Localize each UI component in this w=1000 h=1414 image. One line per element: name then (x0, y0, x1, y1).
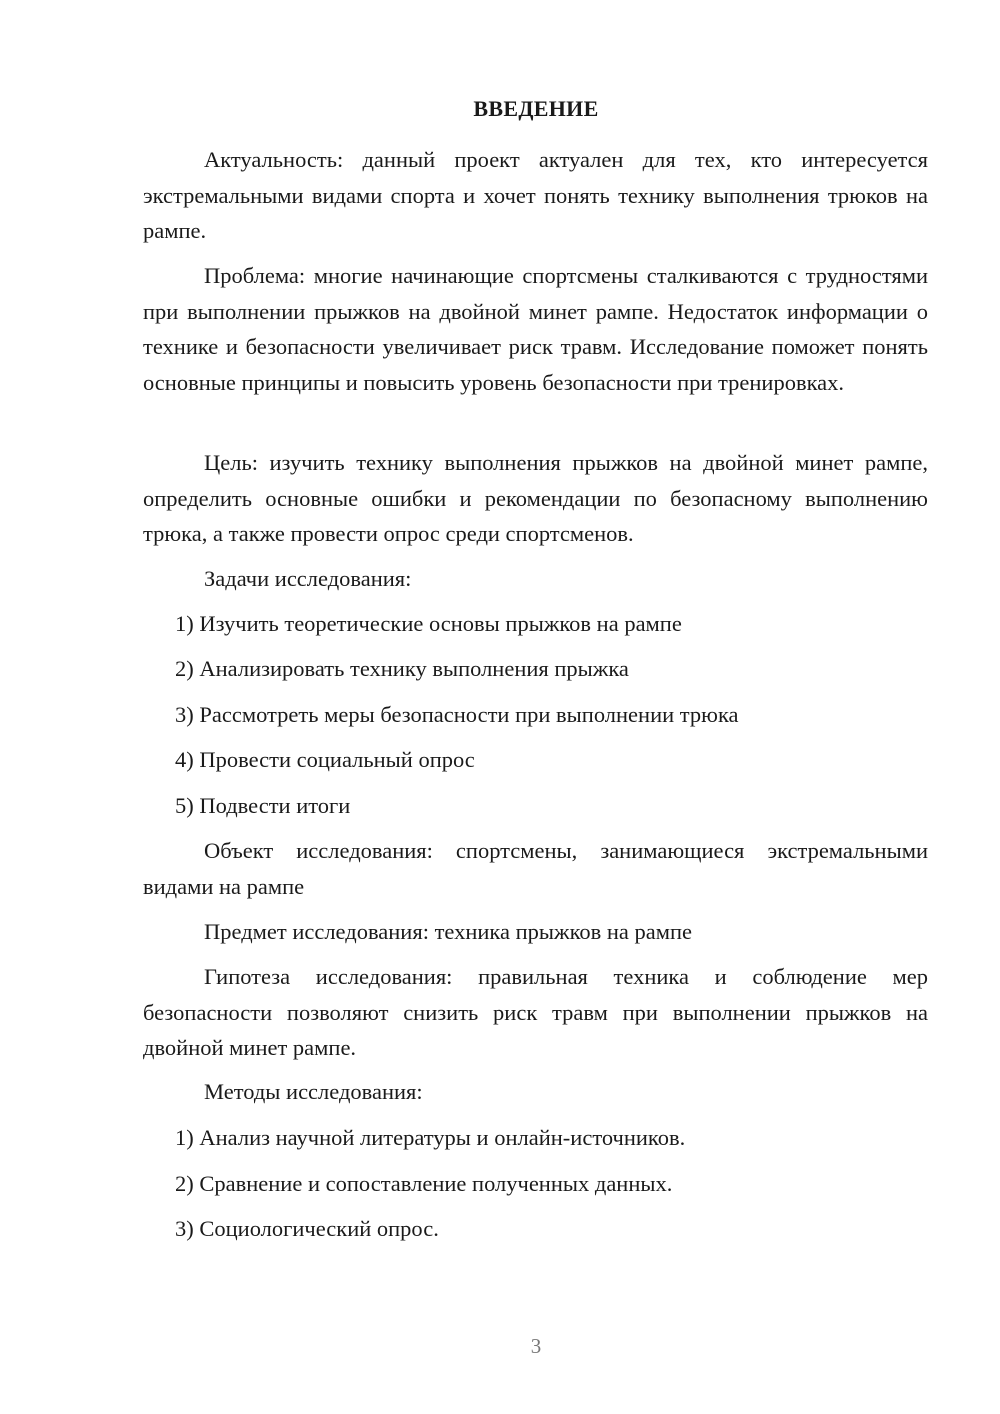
list-item: 2) Сравнение и сопоставление полученных данных. (175, 1171, 673, 1196)
paragraph-hypothesis: Гипотеза исследования: правильная техника и соблюдение мер безопасности позволяют снизить риск травм при выполнении прыжков на двойной минет рампе. (143, 964, 928, 1060)
tasks-title: Задачи исследования: (204, 566, 412, 591)
paragraph-goal: Цель: изучить технику выполнения прыжков на двойной минет рампе, определить основные ошибки и рекомендации по безопасному выполнению трюка, а также провести опрос среди спортсменов. (143, 450, 928, 546)
list-item: 1) Анализ научной литературы и онлайн-источников. (175, 1125, 686, 1150)
page-title: ВВЕДЕНИЕ (473, 96, 599, 121)
paragraph-relevance: Актуальность: данный проект актуален для тех, кто интересуется экстремальными видами спорта и хочет понять технику выполнения трюков на рампе. (143, 147, 928, 243)
list-item: 3) Рассмотреть меры безопасности при выполнении трюка (175, 702, 739, 727)
list-item: 2) Анализировать технику выполнения прыжка (175, 656, 629, 681)
list-item: 3) Социологический опрос. (175, 1216, 439, 1241)
page-number: 3 (530, 1334, 542, 1358)
paragraph-object: Объект исследования: спортсмены, занимающиеся экстремальными видами на рампе (143, 838, 928, 899)
list-item: 4) Провести социальный опрос (175, 747, 475, 772)
methods-title: Методы исследования: (204, 1079, 423, 1104)
paragraph-problem: Проблема: многие начинающие спортсмены сталкиваются с трудностями при выполнении прыжков на двойной минет рампе. Недостаток информации о технике и безопасности увеличивает риск травм. Исследование поможет понять основные принципы и повысить уровень безопасности при тренировках. (143, 263, 928, 395)
paragraph-subject: Предмет исследования: техника прыжков на рампе (204, 919, 693, 944)
list-item: 5) Подвести итоги (175, 793, 351, 818)
list-item: 1) Изучить теоретические основы прыжков на рампе (175, 611, 682, 636)
